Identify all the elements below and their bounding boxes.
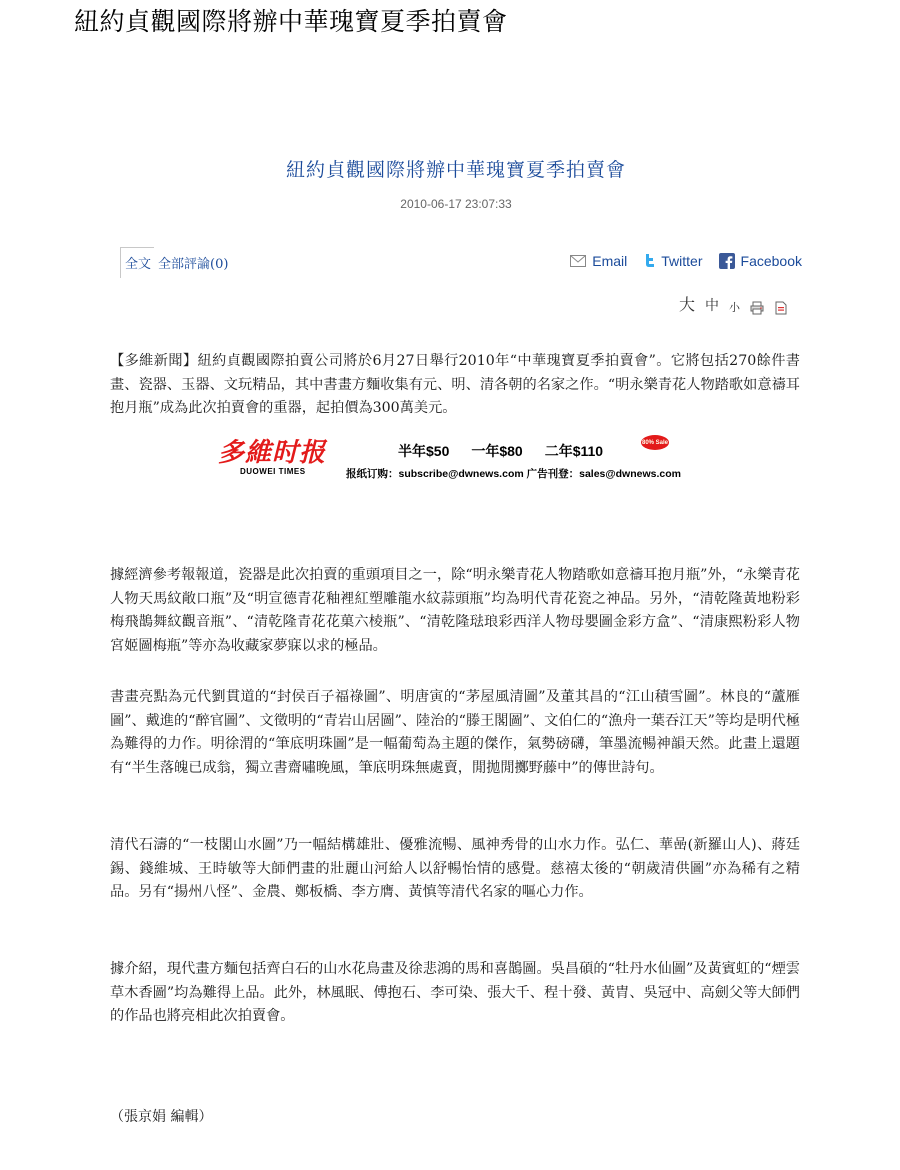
font-size-tools xyxy=(679,292,788,315)
paragraph-intro: 【多維新聞】紐約貞觀國際拍賣公司將於6月27日舉行2010年“中華瑰寶夏季拍賣會”。它將包括270餘件書畫、瓷器、玉器、文玩精品，其中書畫方麵收集有元、明、清各朝的名家之作。“明永樂青花人物踏歌如意禱耳抱月瓶”成為此次拍賣會的重器，起拍價為300萬美元。 xyxy=(110,353,800,416)
twitter-icon xyxy=(643,253,655,269)
tab-full-text[interactable]: 全文 xyxy=(120,247,154,278)
share-facebook[interactable] xyxy=(719,253,802,269)
paragraph-qing: 清代石濤的“一枝閣山水圖”乃一幅結構雄壯、優雅流暢、風神秀骨的山水力作。弘仁、華喦(新羅山人)、蔣廷錫、錢維城、王時敏等大師們畫的壯麗山河給人以舒暢怡情的感覺。慈禧太後的“朝歲清供圖”亦為稀有之精品。另有“揚州八怪”、金農、鄭板橋、李方膺、黃慎等清代名家的嘔心力作。 xyxy=(110,837,800,900)
price-half-year: 半年$50 xyxy=(398,443,450,459)
article-tabs xyxy=(120,248,232,276)
paragraph-modern: 據介紹，現代畫方麵包括齊白石的山水花鳥畫及徐悲鴻的馬和喜鵲圖。吳昌碩的“牡丹水仙圖”及黃賓虹的“煙雲草木香圖”均為難得上品。此外，林風眠、傅抱石、李可染、張大千、程十發、黃胄、吳冠中、高劍父等大師們的作品也將亮相此次拍賣會。 xyxy=(110,961,800,1024)
share-email[interactable] xyxy=(570,253,627,269)
paragraph-porcelain: 據經濟參考報報道，瓷器是此次拍賣的重頭項目之一，除“明永樂青花人物踏歌如意禱耳抱月瓶”外，“永樂青花人物天馬紋敞口瓶”及“明宣德青花釉裡紅塑雕龍水紋蒜頭瓶”均為明代青花瓷之神品。另外，“清乾隆黃地粉彩梅飛鵲舞紋觀音瓶”、“清乾隆青花花菓六棱瓶”、“清乾隆琺琅彩西洋人物母嬰圖金彩方盒”、“清康熙粉彩人物宮姬圖梅瓶”等亦為收藏家夢寐以求的極品。 xyxy=(110,567,800,654)
banner-contact: 报纸订购：subscribe@dwnews.com 广告刊登：sales@dwnews.com xyxy=(346,468,681,480)
share-email-label: Email xyxy=(592,253,628,269)
font-small-button[interactable]: 小 xyxy=(729,301,740,314)
banner-prices xyxy=(398,441,625,461)
print-icon[interactable] xyxy=(750,301,764,315)
sale-badge: 80% Sale xyxy=(641,435,669,450)
save-icon[interactable] xyxy=(774,301,788,315)
article-title: 紐約貞觀國際將辦中華瑰寶夏季拍賣會 xyxy=(285,159,626,181)
page-header: 紐約貞觀國際將辦中華瑰寶夏季拍賣會 xyxy=(74,7,508,36)
editor-note: （張京娟 編輯） xyxy=(110,1109,213,1125)
price-two-year: 二年$110 xyxy=(544,443,604,459)
paragraph-paintings: 書畫亮點為元代劉貫道的“封侯百子福祿圖”、明唐寅的“茅屋風清圖”及董其昌的“江山積雪圖”。林良的“蘆雁圖”、戴進的“醉官圖”、文徵明的“青岩山居圖”、陸治的“滕王閣圖”、文伯仁的“漁舟一葉吞江天”等均是明代極為難得的力作。明徐渭的“筆底明珠圖”是一幅葡萄為主題的傑作，氣勢磅礴，筆墨流暢神韻天然。此畫上還題有“半生落魄已成翁，獨立書齋嘯晚風，筆底明珠無處賣，閒拋閒擲野藤中”的傳世詩句。 xyxy=(110,689,800,776)
banner-logo-sub: DUOWEI TIMES xyxy=(240,467,306,476)
share-twitter[interactable] xyxy=(643,253,702,269)
share-twitter-label: Twitter xyxy=(661,253,703,269)
ad-banner[interactable] xyxy=(218,440,718,482)
tab-all-comments[interactable]: 全部評論(0) xyxy=(158,256,229,272)
share-facebook-label: Facebook xyxy=(740,253,802,269)
price-one-year: 一年$80 xyxy=(471,443,523,459)
facebook-icon xyxy=(719,253,735,269)
font-medium-button[interactable]: 中 xyxy=(705,298,719,314)
mail-icon xyxy=(570,255,586,267)
banner-logo: 多維时报 xyxy=(218,438,327,468)
article-date: 2010-06-17 23:07:33 xyxy=(400,197,512,211)
share-bar xyxy=(562,253,802,269)
font-large-button[interactable]: 大 xyxy=(678,295,695,314)
